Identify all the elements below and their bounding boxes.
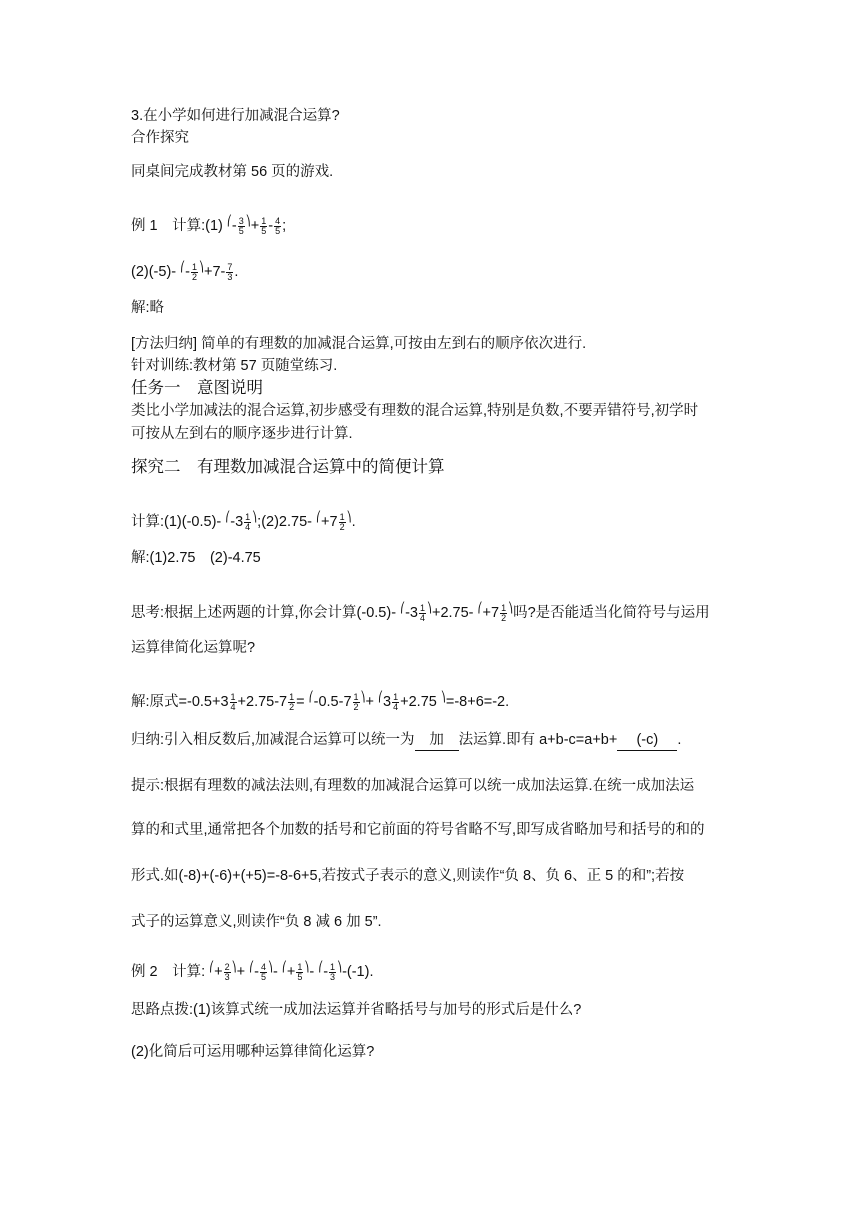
desk-partner-instruction: 同桌间完成教材第 56 页的游戏. — [131, 164, 334, 180]
idea-line-1: 思路点拨:(1)该算式统一成加法运算并省略括号与加号的形式后是什么? — [131, 1002, 582, 1018]
hint-line-1: 提示:根据有理数的减法法则,有理数的加减混合运算可以统一成加法运算.在统一成加法运 — [131, 778, 695, 794]
frac-1-2e: $\frac{1}{2}$ — [353, 691, 359, 712]
frac-1-4: $\frac{1}{4}$ — [245, 511, 251, 532]
question-3: 3.在小学如何进行加减混合运算? — [131, 108, 340, 124]
example-2: 例 2 计算: ⎛+ $\frac{2}{3}$ ⎞+ ⎛- $\frac{4}{5}$ ⎞- ⎛+ $\frac{1}{5}$ ⎞- ⎛- $\frac{1}{3}$ ⎞-(-1). — [131, 961, 374, 982]
induction-line — [131, 730, 681, 751]
solution-1: 解:略 — [131, 300, 165, 316]
frac-1-2: $\frac{1}{2}$ — [191, 261, 197, 282]
frac-1-5: $\frac{1}{5}$ — [261, 215, 267, 236]
hint-line-3: 形式.如(-8)+(-6)+(+5)=-8-6+5,若按式子表示的意义,则读作“负 8、负 6、正 5 的和”;若按 — [131, 868, 685, 884]
practice-note: 针对训练:教材第 57 页随堂练习. — [131, 358, 338, 374]
frac-1-4b: $\frac{1}{4}$ — [419, 602, 425, 623]
intent-line-2: 可按从左到右的顺序逐步进行计算. — [131, 426, 353, 442]
section-cooperative-exploration: 合作探究 — [131, 130, 189, 146]
hint-line-4: 式子的运算意义,则读作“负 8 减 6 加 5”. — [131, 914, 382, 930]
frac-4-5b: $\frac{4}{5}$ — [260, 961, 266, 982]
method-summary: [方法归纳] 简单的有理数的加减混合运算,可按由左到右的顺序依次进行. — [131, 336, 587, 352]
frac-1-3: $\frac{1}{3}$ — [330, 961, 336, 982]
frac-1-4d: $\frac{1}{4}$ — [393, 691, 399, 712]
induction-blank-2: (-c) — [617, 730, 677, 751]
calc-problem: 计算:(1)(-0.5)- ⎛-3 $\frac{1}{4}$ ⎞;(2)2.75- ⎛+7 $\frac{1}{2}$ ⎞. — [131, 511, 356, 532]
explore-2-heading: 探究二 有理数加减混合运算中的简便计算 — [131, 458, 445, 476]
frac-1-4c: $\frac{1}{4}$ — [230, 691, 236, 712]
frac-7-3: $\frac{7}{3}$ — [227, 261, 233, 282]
frac-1-2b: $\frac{1}{2}$ — [339, 511, 345, 532]
hint-line-2: 算的和式里,通常把各个加数的括号和它前面的符号省略不写,即写成省略加号和括号的和的 — [131, 822, 705, 838]
frac-1-2d: $\frac{1}{2}$ — [289, 691, 295, 712]
intent-line-1: 类比小学加减法的混合运算,初步感受有理数的混合运算,特别是负数,不要弄错符号,初学时 — [131, 403, 699, 419]
induction-blank-1: 加 — [415, 730, 459, 751]
induction-text-c: . — [677, 732, 682, 748]
example-1-part-1: 例 1 计算:(1) ⎛- $\frac{3}{5}$ ⎞+ $\frac{1}{5}$ - $\frac{4}{5}$ ; — [131, 215, 287, 236]
idea-line-2: (2)化简后可运用哪种运算律简化运算? — [131, 1044, 375, 1060]
solution-2: 解:(1)2.75 (2)-4.75 — [131, 550, 261, 566]
frac-1-2c: $\frac{1}{2}$ — [501, 602, 507, 623]
think-line-1: 思考:根据上述两题的计算,你会计算(-0.5)- ⎛-3 $\frac{1}{4}$ ⎞+2.75- ⎛+7 $\frac{1}{2}$ ⎞吗?是否能适当化简符号与运用 — [131, 602, 710, 623]
frac-4-5: $\frac{4}{5}$ — [275, 215, 281, 236]
induction-text-b: 法运算.即有 a+b-c=a+b+ — [458, 732, 618, 748]
example-1-part-2: (2)(-5)- ⎛- $\frac{1}{2}$ ⎞+7- $\frac{7}{3}$ . — [131, 261, 239, 282]
frac-2-3: $\frac{2}{3}$ — [224, 961, 230, 982]
solution-3: 解:原式=-0.5+3 $\frac{1}{4}$ +2.75-7 $\frac{1}{2}$ = ⎛-0.5-7 $\frac{1}{2}$ ⎞+ ⎛3 $\frac{1}{4}$ +2.75 ⎞=-8+6=-2. — [131, 691, 510, 712]
think-line-2: 运算律简化运算呢? — [131, 640, 256, 656]
induction-text-a: 归纳:引入相反数后,加减混合运算可以统一为 — [131, 732, 415, 748]
frac-3-5: $\frac{3}{5}$ — [238, 215, 244, 236]
frac-1-5b: $\frac{1}{5}$ — [297, 961, 303, 982]
task-1-heading: 任务一 意图说明 — [131, 379, 263, 397]
